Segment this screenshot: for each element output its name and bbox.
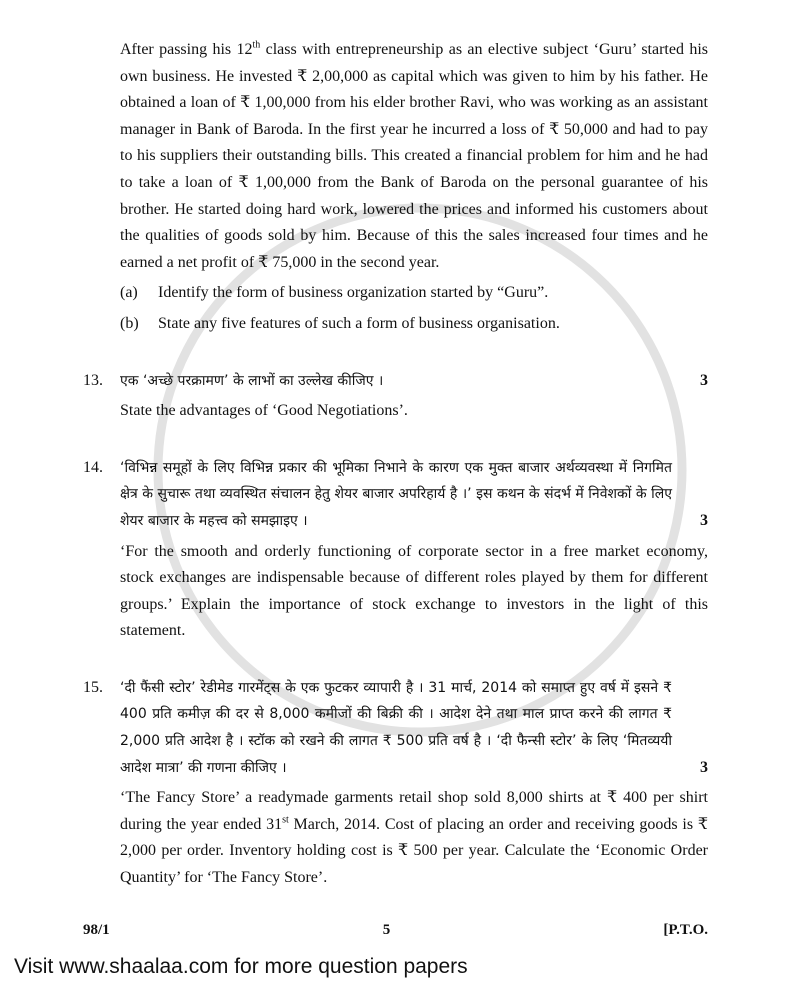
question-number: 13. (83, 371, 103, 389)
question-number: 14. (83, 458, 103, 476)
question-marks: 3 (700, 371, 708, 389)
question-marks: 3 (700, 511, 708, 529)
pto-label: [P.T.O. (663, 921, 708, 938)
case-part-a: (a) Identify the form of business organization started by “Guru”. (120, 284, 549, 302)
question-15 (83, 675, 708, 892)
page-footer (83, 920, 708, 940)
question-14-hindi: ‘विभिन्न समूहों के लिए विभिन्न प्रकार की भूमिका निभाने के कारण एक मुक्त बाजार अर्थव्यवस्था में निगमित क्षेत्र के सुचारू तथा व्यवस्थित संचालन हेतु शेयर बाजार अपरिहार्य है ।’ इस कथन के संदर्भ में निवेशकों के लिए शेयर बाजार के महत्त्व को समझाइए । (120, 459, 672, 529)
shaalaa-banner[interactable]: Visit www.shaalaa.com for more question papers (14, 954, 468, 978)
question-13 (83, 368, 708, 425)
question-15-english: ‘The Fancy Store’ a readymade garments retail shop sold 8,000 shirts at ₹ 400 per shirt during the year ended 31st March, 2014. Cost of placing an order and receiving goods is ₹ 2,000 per order. Inventory holding cost is ₹ 500 per year. Calculate the ‘Economic Order Quantity’ for ‘The Fancy Store’. (120, 789, 708, 887)
page-number: 5 (382, 921, 391, 938)
question-13-hindi: एक ‘अच्छे परक्रामण’ के लाभों का उल्लेख कीजिए । (120, 372, 384, 389)
question-number: 15. (83, 678, 103, 696)
paper-code: 98/1 (83, 921, 110, 938)
question-15-hindi: ‘दी फैंसी स्टोर’ रेडीमेड गारमेंट्स के एक फुटकर व्यापारी है । 31 मार्च, 2014 को समाप्त हुए वर्ष में इसने ₹ 400 प्रति कमीज़ की दर से 8,000 कमीजों की बिक्री की । आदेश देने तथा माल प्राप्त करने की लागत ₹ 2,000 प्रति आदेश है । स्टॉक को रखने की लागत ₹ 500 प्रति वर्ष है । ‘दी फैन्सी स्टोर’ के लिए ‘मितव्ययी आदेश मात्रा’ की गणना कीजिए । (120, 679, 672, 776)
question-14 (83, 455, 708, 645)
question-14-english: ‘For the smooth and orderly functioning of corporate sector in a free market economy, stock exchanges are indispensable because of different roles played by them for different groups.’ Explain the importance of stock exchange to investors in the light of this statement. (120, 542, 708, 640)
question-marks: 3 (700, 758, 708, 776)
case-study-paragraph: After passing his 12th class with entrepreneurship as an elective subject ‘Guru’ started his own business. He invested ₹ 2,00,000 as capital which was given to him by his father. He obtained a loan of ₹ 1,00,000 from his elder brother Ravi, who was working as an assistant manager in Bank of Baroda. In the first year he incurred a loss of ₹ 50,000 and had to pay to his suppliers their outstanding bills. This created a financial problem for him and he had to take a loan of ₹ 1,00,000 from the Bank of Baroda on the personal guarantee of his brother. He started doing hard work, lowered the prices and informed his customers about the qualities of goods sold by him. Because of this the sales increased four times and he earned a net profit of ₹ 75,000 in the second year. (120, 39, 708, 271)
case-part-b: (b) State any five features of such a form of business organisation. (120, 314, 560, 332)
question-13-english: State the advantages of ‘Good Negotiations’. (120, 402, 408, 420)
